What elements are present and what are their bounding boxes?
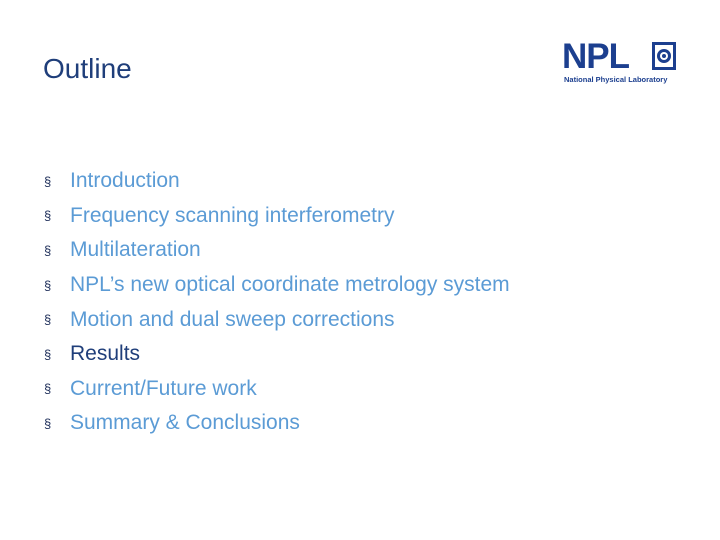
slide-title: Outline: [43, 53, 132, 84]
bullet-icon: §: [44, 346, 52, 362]
list-item: [44, 199, 510, 234]
list-item: [44, 302, 510, 337]
bullet-text: Introduction: [70, 169, 180, 193]
bullet-icon: §: [44, 173, 52, 189]
bullet-icon: §: [44, 415, 52, 431]
npl-emblem-icon: [652, 42, 676, 70]
outline-list: [44, 164, 510, 441]
bullet-text: Results: [70, 342, 141, 366]
bullet-text: Summary & Conclusions: [70, 411, 300, 435]
bullet-icon: §: [44, 242, 52, 258]
list-item: [44, 406, 510, 441]
list-item: [44, 337, 510, 372]
bullet-icon: §: [44, 277, 52, 293]
list-item: [44, 233, 510, 268]
list-item: [44, 268, 510, 303]
bullet-text: NPL’s new optical coordinate metrology system: [70, 273, 510, 297]
bullet-text: Current/Future work: [70, 376, 257, 400]
bullet-text: Motion and dual sweep corrections: [70, 307, 395, 331]
npl-logo: [562, 37, 680, 86]
list-item: [44, 164, 510, 199]
bullet-text: Frequency scanning interferometry: [70, 203, 395, 227]
bullet-icon: §: [44, 312, 52, 328]
bullet-icon: §: [44, 381, 52, 397]
bullet-text: Multilateration: [70, 238, 201, 262]
logo-letters: NPL: [562, 37, 629, 76]
logo-subtitle: National Physical Laboratory: [564, 75, 668, 84]
bullet-icon: §: [44, 208, 52, 224]
list-item: [44, 372, 510, 407]
